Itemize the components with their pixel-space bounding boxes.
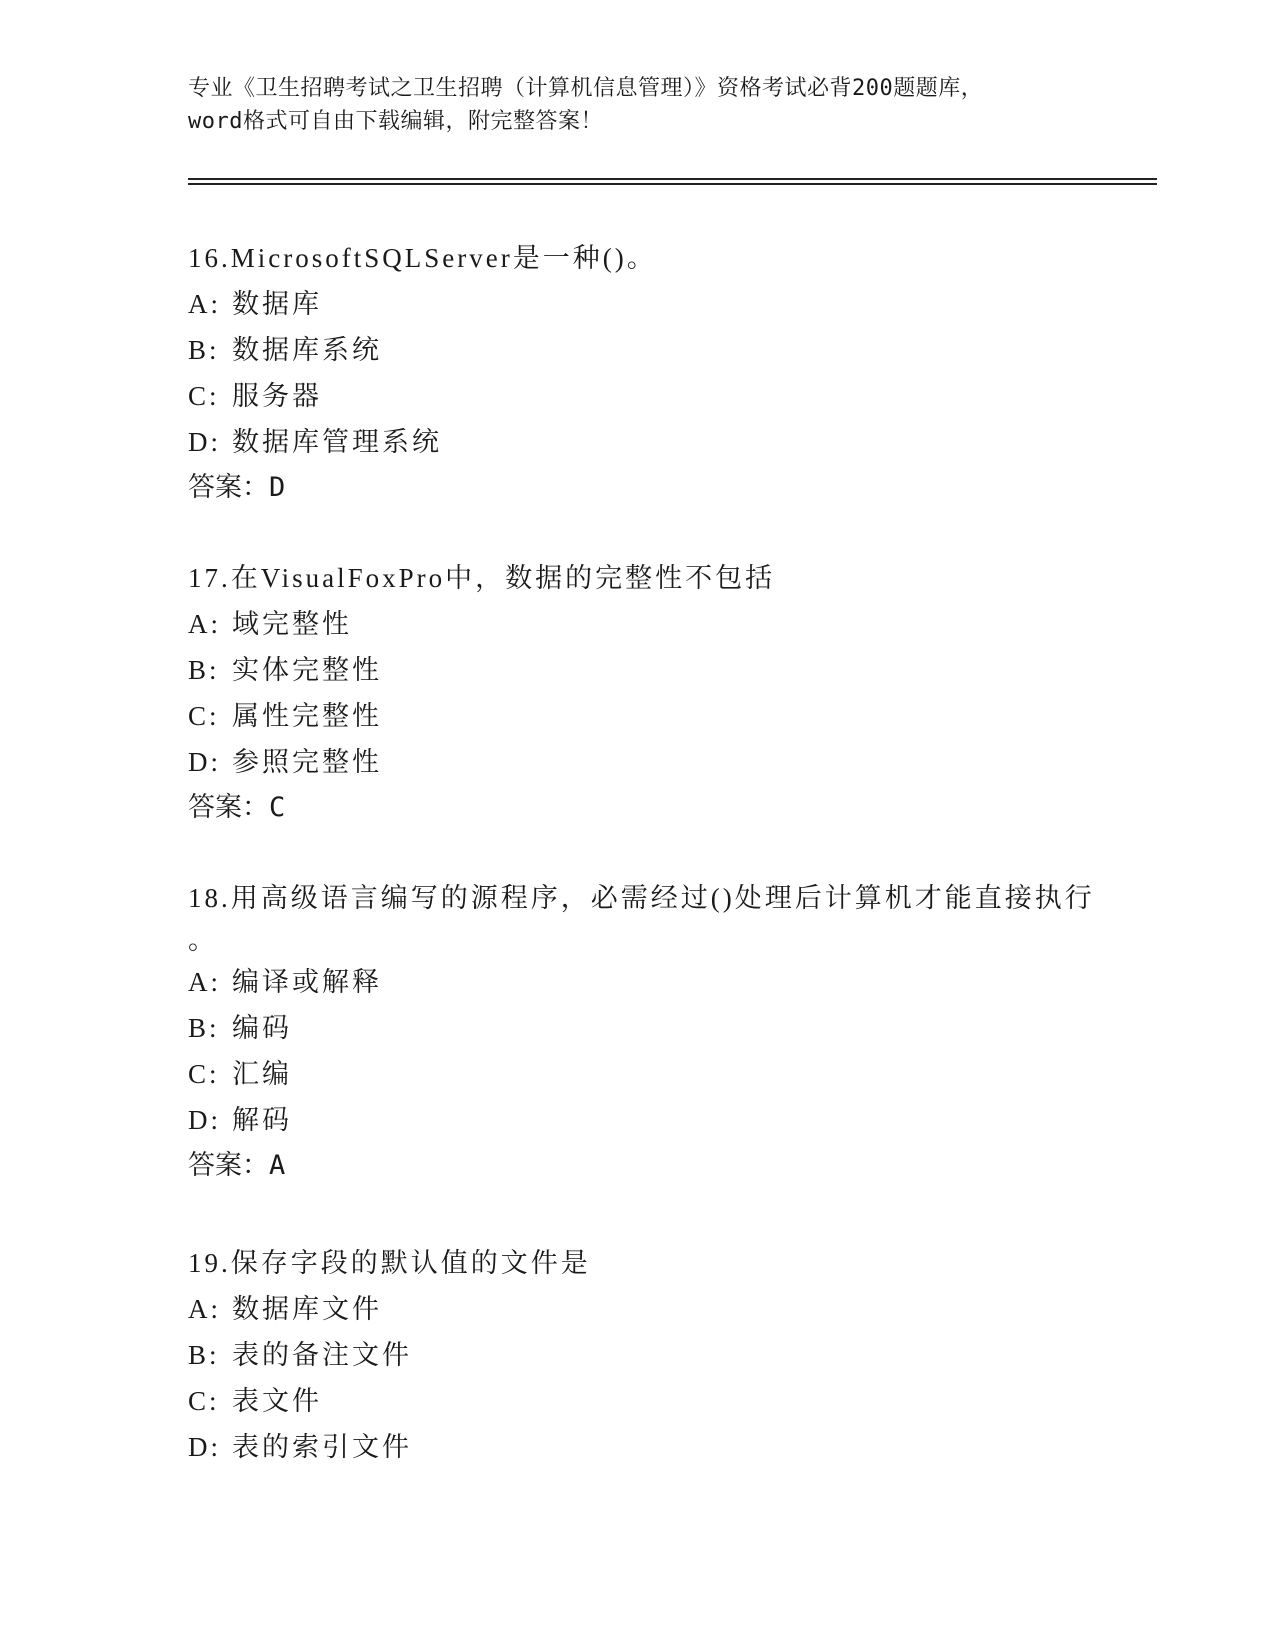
question-18 xyxy=(188,875,1095,1189)
option-letter: C: xyxy=(188,701,220,731)
option-a xyxy=(188,281,1088,327)
option-c xyxy=(188,693,1088,739)
question-stem: 17.在VisualFoxPro中，数据的完整性不包括 xyxy=(188,563,776,593)
option-letter: C: xyxy=(188,1059,220,1089)
option-text: 编码 xyxy=(232,1013,292,1043)
option-b xyxy=(188,647,1088,693)
option-letter: C: xyxy=(188,1386,220,1416)
header-title-line-2: word格式可自由下载编辑，附完整答案！ xyxy=(188,109,603,134)
option-letter: D: xyxy=(188,1105,221,1135)
question-stem-continuation: 。 xyxy=(188,925,218,955)
option-d xyxy=(188,1424,1088,1470)
answer-line: 答案：D xyxy=(188,472,286,503)
header-divider-bottom xyxy=(188,183,1157,185)
option-text: 解码 xyxy=(232,1105,292,1135)
option-c xyxy=(188,1378,1088,1424)
option-text: 数据库文件 xyxy=(232,1294,382,1324)
header-title-line-1: 专业《卫生招聘考试之卫生招聘（计算机信息管理）》资格考试必背200题题库， xyxy=(188,76,984,101)
option-text: 数据库系统 xyxy=(232,335,382,365)
option-text: 表文件 xyxy=(232,1386,322,1416)
option-d xyxy=(188,419,1088,465)
option-a xyxy=(188,1286,1088,1332)
option-text: 编译或解释 xyxy=(232,967,382,997)
option-letter: B: xyxy=(188,655,220,685)
option-d xyxy=(188,1097,1088,1143)
option-letter: D: xyxy=(188,427,221,457)
option-c xyxy=(188,373,1088,419)
question-stem: 18.用高级语言编写的源程序，必需经过()处理后计算机才能直接执行 xyxy=(188,883,1095,913)
option-b xyxy=(188,1005,1088,1051)
answer-line: 答案：A xyxy=(188,1150,286,1181)
question-stem: 19.保存字段的默认值的文件是 xyxy=(188,1248,591,1278)
option-letter: B: xyxy=(188,335,220,365)
option-letter: D: xyxy=(188,1432,221,1462)
option-text: 汇编 xyxy=(232,1059,292,1089)
option-a xyxy=(188,959,1088,1005)
question-17 xyxy=(188,555,1088,831)
document-header xyxy=(188,72,1088,138)
question-stem: 16.MicrosoftSQLServer是一种()。 xyxy=(188,243,657,273)
option-text: 服务器 xyxy=(232,381,322,411)
option-c xyxy=(188,1051,1088,1097)
option-letter: B: xyxy=(188,1013,220,1043)
option-b xyxy=(188,327,1088,373)
option-letter: A: xyxy=(188,1294,221,1324)
question-19 xyxy=(188,1240,1088,1470)
option-text: 属性完整性 xyxy=(232,701,382,731)
question-16 xyxy=(188,235,1088,511)
option-text: 表的索引文件 xyxy=(232,1432,412,1462)
option-letter: A: xyxy=(188,609,221,639)
option-text: 数据库管理系统 xyxy=(232,427,442,457)
option-text: 域完整性 xyxy=(232,609,352,639)
option-letter: D: xyxy=(188,747,221,777)
option-a xyxy=(188,601,1088,647)
option-letter: A: xyxy=(188,967,221,997)
option-d xyxy=(188,739,1088,785)
option-letter: A: xyxy=(188,289,221,319)
option-letter: C: xyxy=(188,381,220,411)
option-text: 数据库 xyxy=(232,289,322,319)
option-text: 参照完整性 xyxy=(232,747,382,777)
header-divider-top xyxy=(188,178,1157,180)
option-b xyxy=(188,1332,1088,1378)
answer-line: 答案：C xyxy=(188,792,286,823)
option-text: 实体完整性 xyxy=(232,655,382,685)
option-letter: B: xyxy=(188,1340,220,1370)
option-text: 表的备注文件 xyxy=(232,1340,412,1370)
